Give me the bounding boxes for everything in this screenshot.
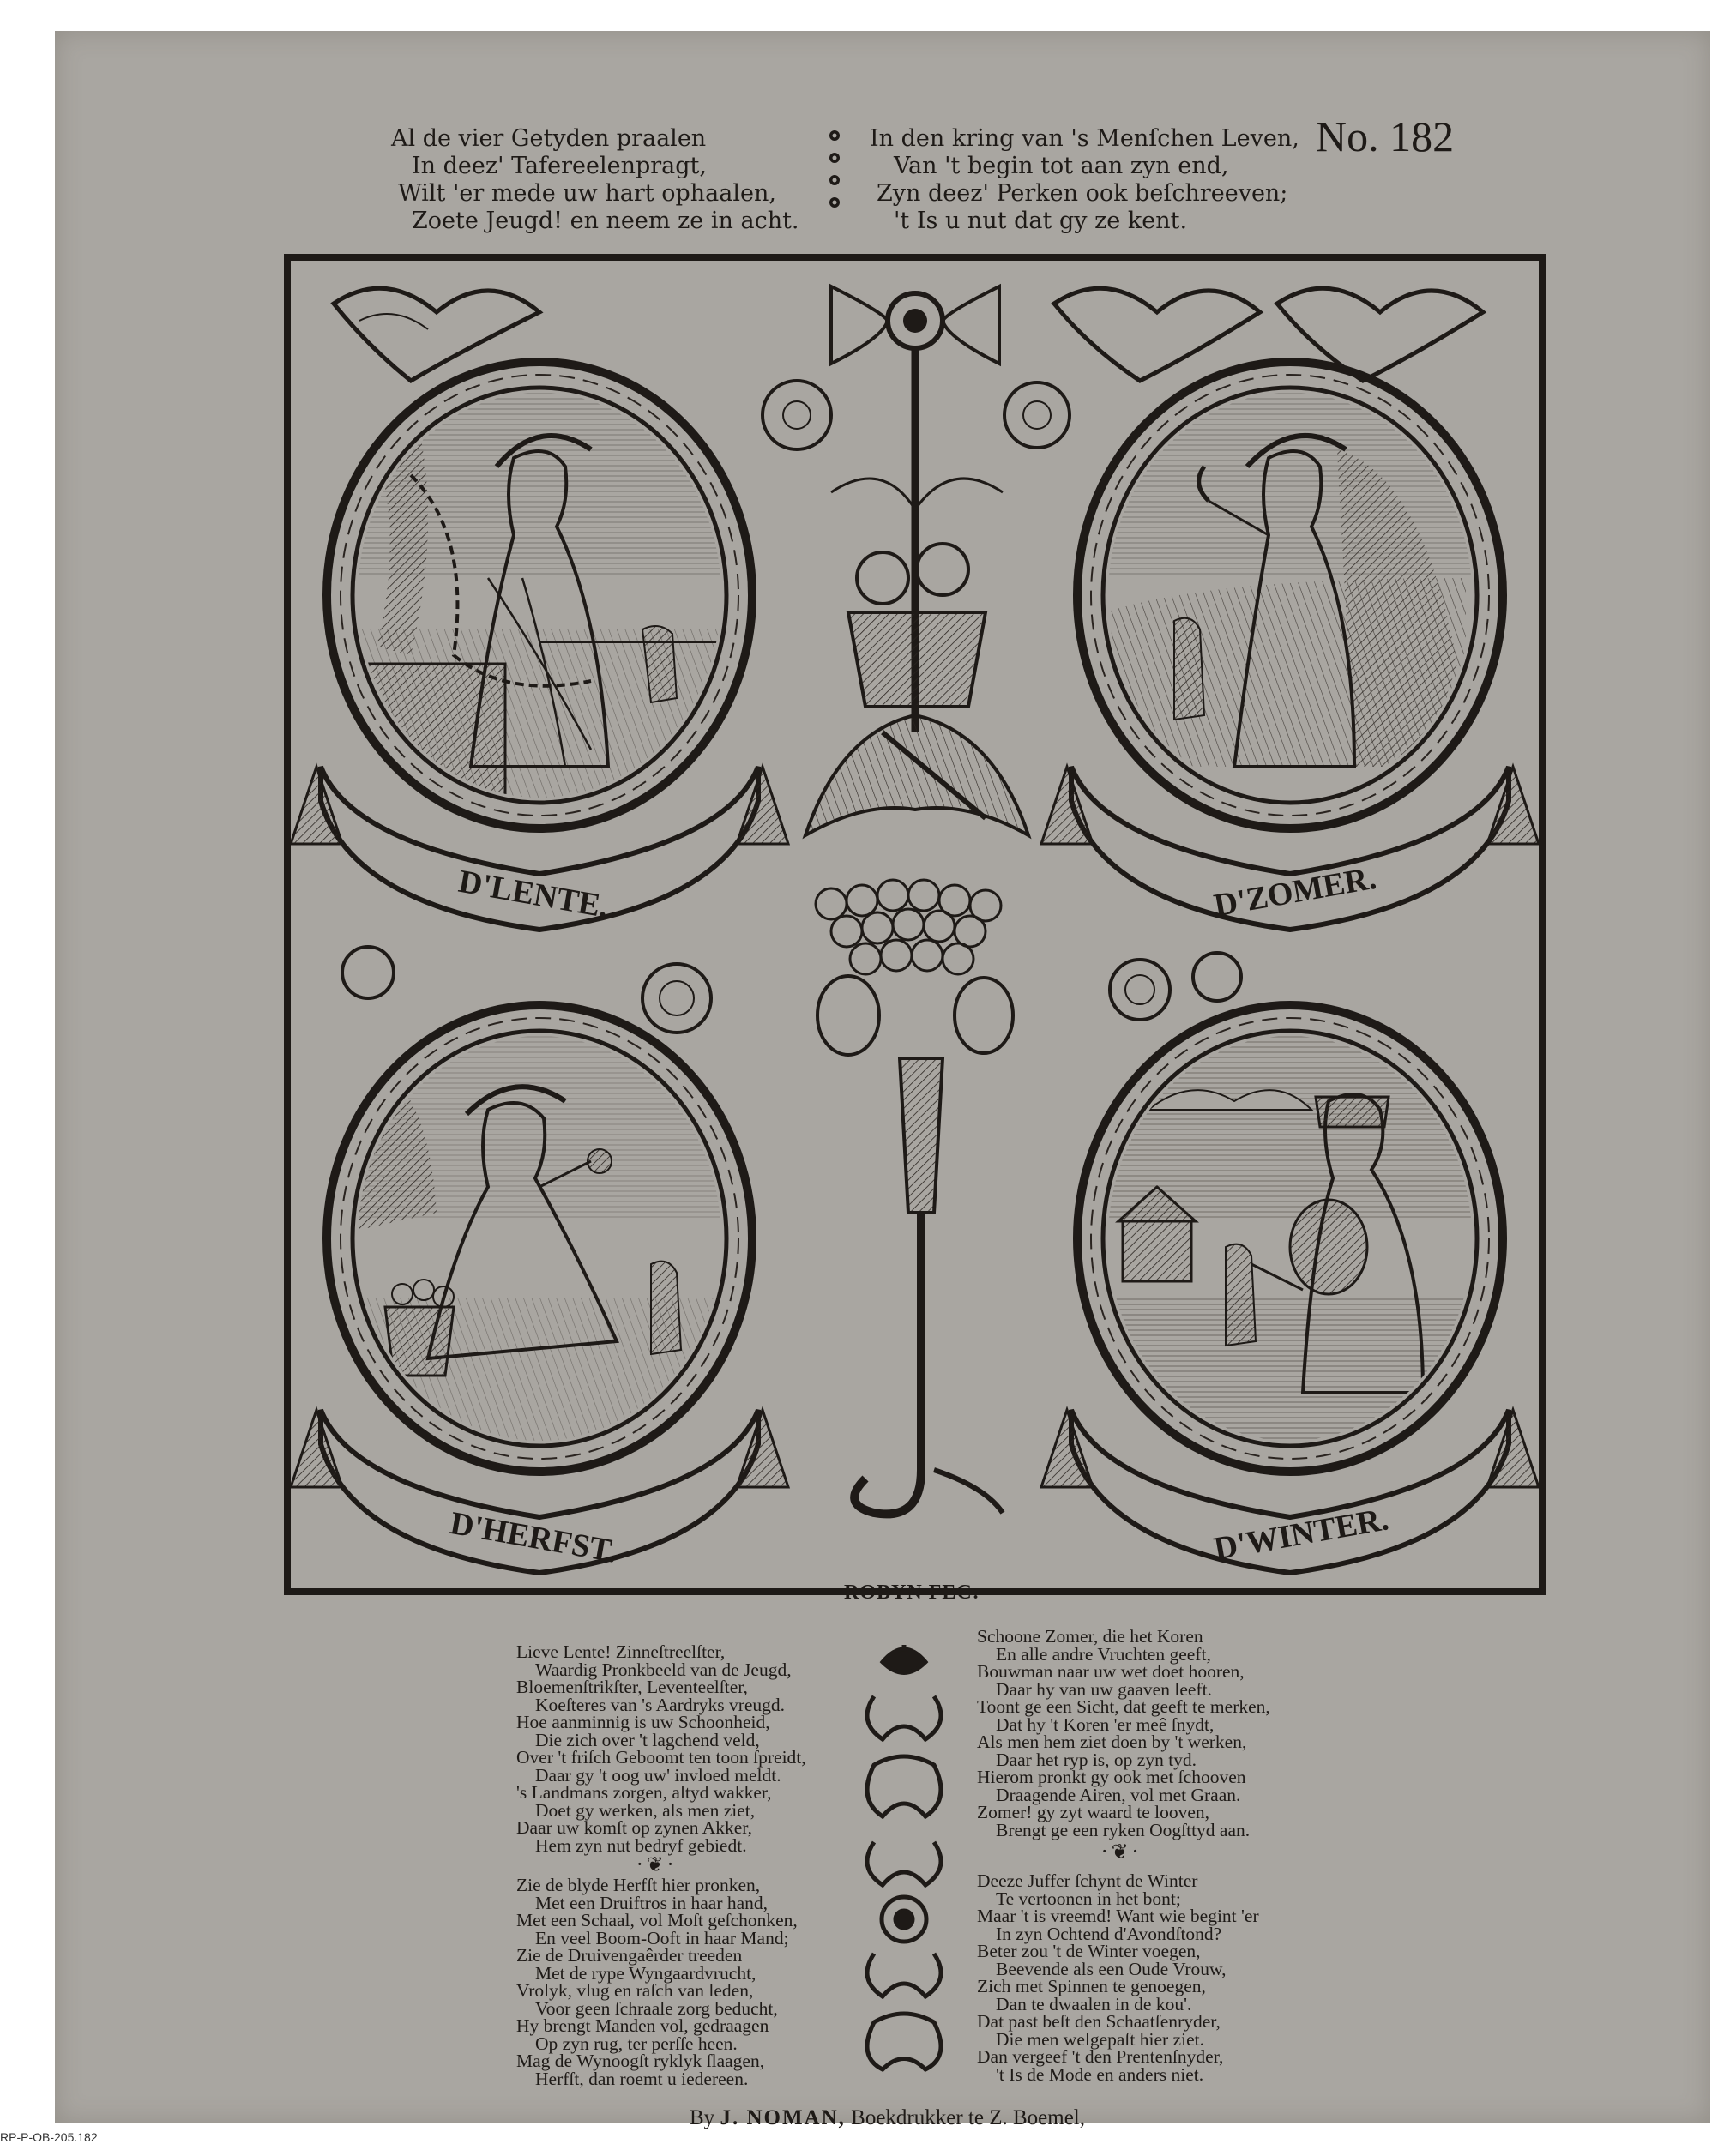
poem-line: Daar het ryp is, op zyn tyd. [996, 1749, 1197, 1770]
fleuron-icon: ·❦· [1101, 1840, 1142, 1864]
poem-line: En veel Boom-Ooft in haar Mand; [535, 1927, 789, 1948]
poem-line: Herfſt, dan roemt u iedereen. [535, 2068, 749, 2089]
poem-line: Bouwman naar uw wet doet hooren, [977, 1661, 1245, 1682]
poem-line: Hem zyn nut bedryf gebiedt. [535, 1834, 747, 1856]
broadsheet [55, 31, 1710, 2129]
poem-line: Zich met Spinnen te genoegen, [977, 1976, 1206, 1996]
poem-line: Beevende als een Oude Vrouw, [996, 1958, 1227, 1979]
caption-spring: D'LENTE. [455, 863, 612, 925]
poem-line: Dat past beſt den Schaatſenryder, [977, 2011, 1221, 2032]
poem-winter [977, 1872, 1259, 2083]
verse-line: Al de vier Getyden praalen [391, 125, 707, 152]
verse-line: In deez' Tafereelenpragt, [412, 153, 707, 179]
poem-line: Vrolyk, vlug en raſch van leden, [516, 1980, 754, 2001]
imprint-prefix: By [690, 2106, 715, 2129]
poem-line: Bloemenſtrikſter, Leventeelſter, [516, 1677, 748, 1697]
poem-line: Die zich over 't lagchend veld, [535, 1729, 760, 1750]
poem-line: Met een Druiftros in haar hand, [535, 1892, 769, 1913]
caption-winter: D'WINTER. [1211, 1501, 1392, 1568]
poem-line: Daar gy 't oog uw' invloed meldt. [535, 1764, 781, 1786]
poem-line: En alle andre Vruchten geeft, [996, 1643, 1211, 1665]
verse-line: Zoete Jeugd! en neem ze in acht. [412, 208, 799, 234]
poem-line: Daar uw komſt op zynen Akker, [516, 1817, 752, 1838]
poem-line: Zie de blyde Herfſt hier pronken, [516, 1875, 761, 1895]
poem-line: Dat hy 't Koren 'er meê ſnydt, [996, 1713, 1215, 1735]
poem-line: Waardig Pronkbeeld van de Jeugd, [535, 1659, 792, 1680]
poem-line: Toont ge een Sicht, dat geeft te merken, [977, 1696, 1270, 1717]
poem-line: Te vertoonen in het bont; [996, 1888, 1181, 1909]
poem-line: Draagende Airen, vol met Graan. [996, 1784, 1241, 1805]
poem-line: Hierom pronkt gy ook met ſchooven [977, 1767, 1246, 1787]
printer-imprint [690, 2106, 1085, 2130]
sheet-number: No. 182 [1316, 112, 1455, 160]
poem-line: Brengt ge een ryken Oogſttyd aan. [996, 1819, 1251, 1840]
poem-line: Op zyn rug, ter perſſe heen. [535, 2033, 738, 2054]
poem-line: Deeze Juffer ſchynt de Winter [977, 1870, 1198, 1891]
poem-zomer [977, 1628, 1270, 1839]
poem-line: Met de rype Wyngaardvrucht, [535, 1962, 756, 1984]
poem-line: Zomer! gy zyt waard te looven, [977, 1802, 1210, 1822]
verse-line: Zyn deez' Perken ook beſchreeven; [877, 180, 1288, 207]
poem-line: Hoe aanminnig is uw Schoonheid, [516, 1712, 770, 1732]
poem-line: Maar 't is vreemd! Want wie begint 'er [977, 1906, 1259, 1926]
poem-line: Die men welgepaſt hier ziet. [996, 2028, 1204, 2050]
poem-line: 't Is de Mode en anders niet. [996, 2063, 1204, 2085]
poem-line: Lieve Lente! Zinneſtreelſter, [516, 1641, 726, 1662]
poem-line: 's Landmans zorgen, altyd wakker, [516, 1782, 772, 1803]
medallion-autumn [291, 947, 788, 1573]
poem-line: Zie de Druivengaêrder treeden [516, 1945, 743, 1966]
poem-line: Hy brengt Manden vol, gedraagen [516, 2015, 769, 2036]
poem-line: Dan vergeef 't den Prentenſnyder, [977, 2046, 1224, 2067]
poem-line: Koeſteres van 's Aardryks vreugd. [535, 1694, 786, 1715]
poem-line: Schoone Zomer, die het Koren [977, 1626, 1203, 1647]
poem-line: Als men hem ziet doen by 't werken, [977, 1731, 1247, 1752]
engraver-signature: ROBYN FEC: [844, 1581, 980, 1604]
woodcut-four-seasons [282, 252, 1547, 1616]
caption-autumn: D'HERFST. [447, 1505, 620, 1570]
poem-line: Voor geen ſchraale zorg beducht, [535, 1997, 778, 2019]
verse-line: In den kring van 's Menſchen Leven, [870, 125, 1299, 152]
poem-line: In zyn Ochtend d'Avondſtond? [996, 1923, 1222, 1944]
heading-verse-left [391, 125, 799, 235]
imprint-printer: J. NOMAN, [720, 2106, 846, 2129]
caption-summer: D'ZOMER. [1211, 859, 1379, 924]
poem-line: Beter zou 't de Winter voegen, [977, 1941, 1201, 1961]
poem-line: Met een Schaal, vol Moſt geſchonken, [516, 1910, 798, 1930]
poem-line: Dan te dwaalen in de kou'. [996, 1993, 1192, 2015]
heading-verse-right [870, 125, 1299, 235]
verse-line: Van 't begin tot aan zyn end, [894, 153, 1229, 179]
fleuron-icon: ·❦· [636, 1852, 678, 1876]
medallion-winter [1041, 953, 1539, 1573]
poem-lente [516, 1643, 806, 1854]
poem-line: Doet gy werken, als men ziet, [535, 1799, 756, 1821]
poem-line: Over 't friſch Geboomt ten toon ſpreidt, [516, 1747, 806, 1768]
medallion-spring [291, 288, 788, 930]
poem-line: Daar hy van uw gaaven leeft. [996, 1678, 1212, 1700]
heading-ornament-icon [825, 127, 844, 230]
imprint-rest: Boekdrukker te Z. Boemel, [851, 2106, 1085, 2129]
inventory-mark: RP-P-OB-205.182 [0, 2130, 98, 2144]
central-ornament [763, 286, 1070, 1514]
verse-line: Wilt 'er mede uw hart ophaalen, [398, 180, 776, 207]
medallion-summer [1041, 288, 1539, 930]
verse-line: 't Is u nut dat gy ze kent. [894, 208, 1188, 234]
column-ornament-icon [848, 1636, 960, 2082]
poem-line: Mag de Wynoogſt ryklyk ſlaagen, [516, 2051, 765, 2071]
poem-herfst [516, 1876, 798, 2087]
